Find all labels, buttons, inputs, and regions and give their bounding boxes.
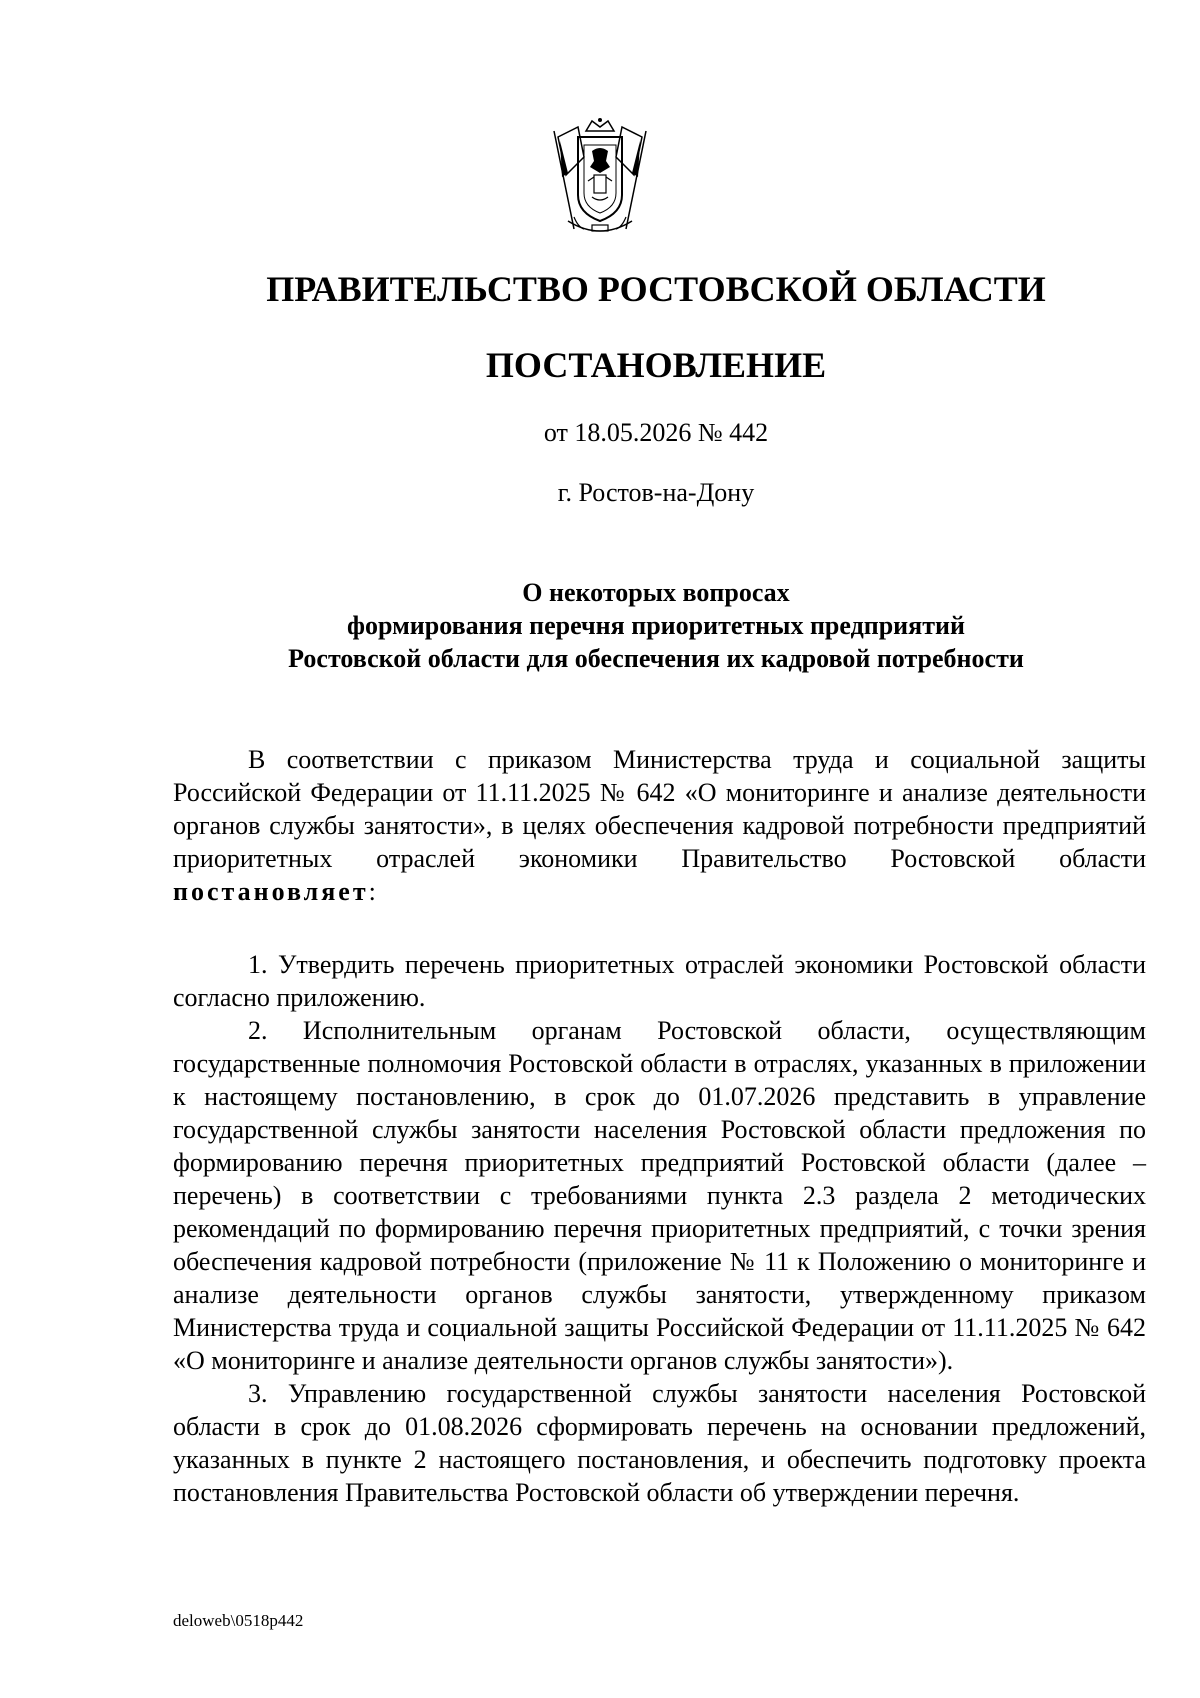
footer-file-reference: deloweb\0518p442: [173, 1611, 304, 1630]
subject-line-1: О некоторых вопросах: [522, 578, 790, 607]
organization-title: ПРАВИТЕЛЬСТВО РОСТОВСКОЙ ОБЛАСТИ: [266, 269, 1046, 309]
preamble-section: [173, 743, 1146, 908]
preamble-emphasis: постановляет: [173, 877, 369, 906]
resolution-item-3: 3. Управлению государственной службы занятости населения Ростовской области в срок до 01.08.2026 сформировать перечень на основании предложений, указанных в пункте 2 настоящего постановления, и обеспечить подготовку проекта постановления Правительства Ростовской области об утверждении перечня.: [173, 1379, 1146, 1507]
subject-line-3: Ростовской области для обеспечения их кадровой потребности: [288, 644, 1024, 673]
resolution-item-1: 1. Утвердить перечень приоритетных отраслей экономики Ростовской области согласно приложению.: [173, 950, 1146, 1012]
document-subject: [0, 576, 1200, 675]
resolution-items: [173, 948, 1146, 1509]
preamble-tail: :: [368, 877, 376, 906]
resolution-item-2: 2. Исполнительным органам Ростовской области, осуществляющим государственные полномочия Ростовской области в отраслях, указанных в приложении к настоящему постановлению, в срок до 01.07.2026 представить в управление государственной службы занятости населения Ростовской области предложения по формированию перечня приоритетных предприятий Ростовской области (далее – перечень) в соответствии с требованиями пункта 2.3 раздела 2 методических рекомендаций по формированию перечня приоритетных предприятий, с точки зрения обеспечения кадровой потребности (приложение № 11 к Положению о мониторинге и анализе деятельности органов службы занятости, утвержденному приказом Министерства труда и социальной защиты Российской Федерации от 11.11.2025 № 642 «О мониторинге и анализе деятельности органов службы занятости»).: [173, 1016, 1146, 1375]
document-date-number: от 18.05.2026 № 442: [543, 418, 769, 447]
preamble-paragraph: [173, 743, 1146, 908]
rostov-oblast-coat-of-arms-icon: [548, 117, 652, 241]
document-type-title: ПОСТАНОВЛЕНИЕ: [485, 345, 827, 385]
subject-line-2: формирования перечня приоритетных предприятий: [347, 611, 965, 640]
document-city: г. Ростов-на-Дону: [557, 478, 755, 507]
preamble-text: В соответствии с приказом Министерства труда и социальной защиты Российской Федерации от 11.11.2025 № 642 «О мониторинге и анализе деятельности органов службы занятости», в целях обеспечения кадровой потребности предприятий приоритетных отраслей экономики Правительство Ростовской области: [173, 745, 1146, 873]
